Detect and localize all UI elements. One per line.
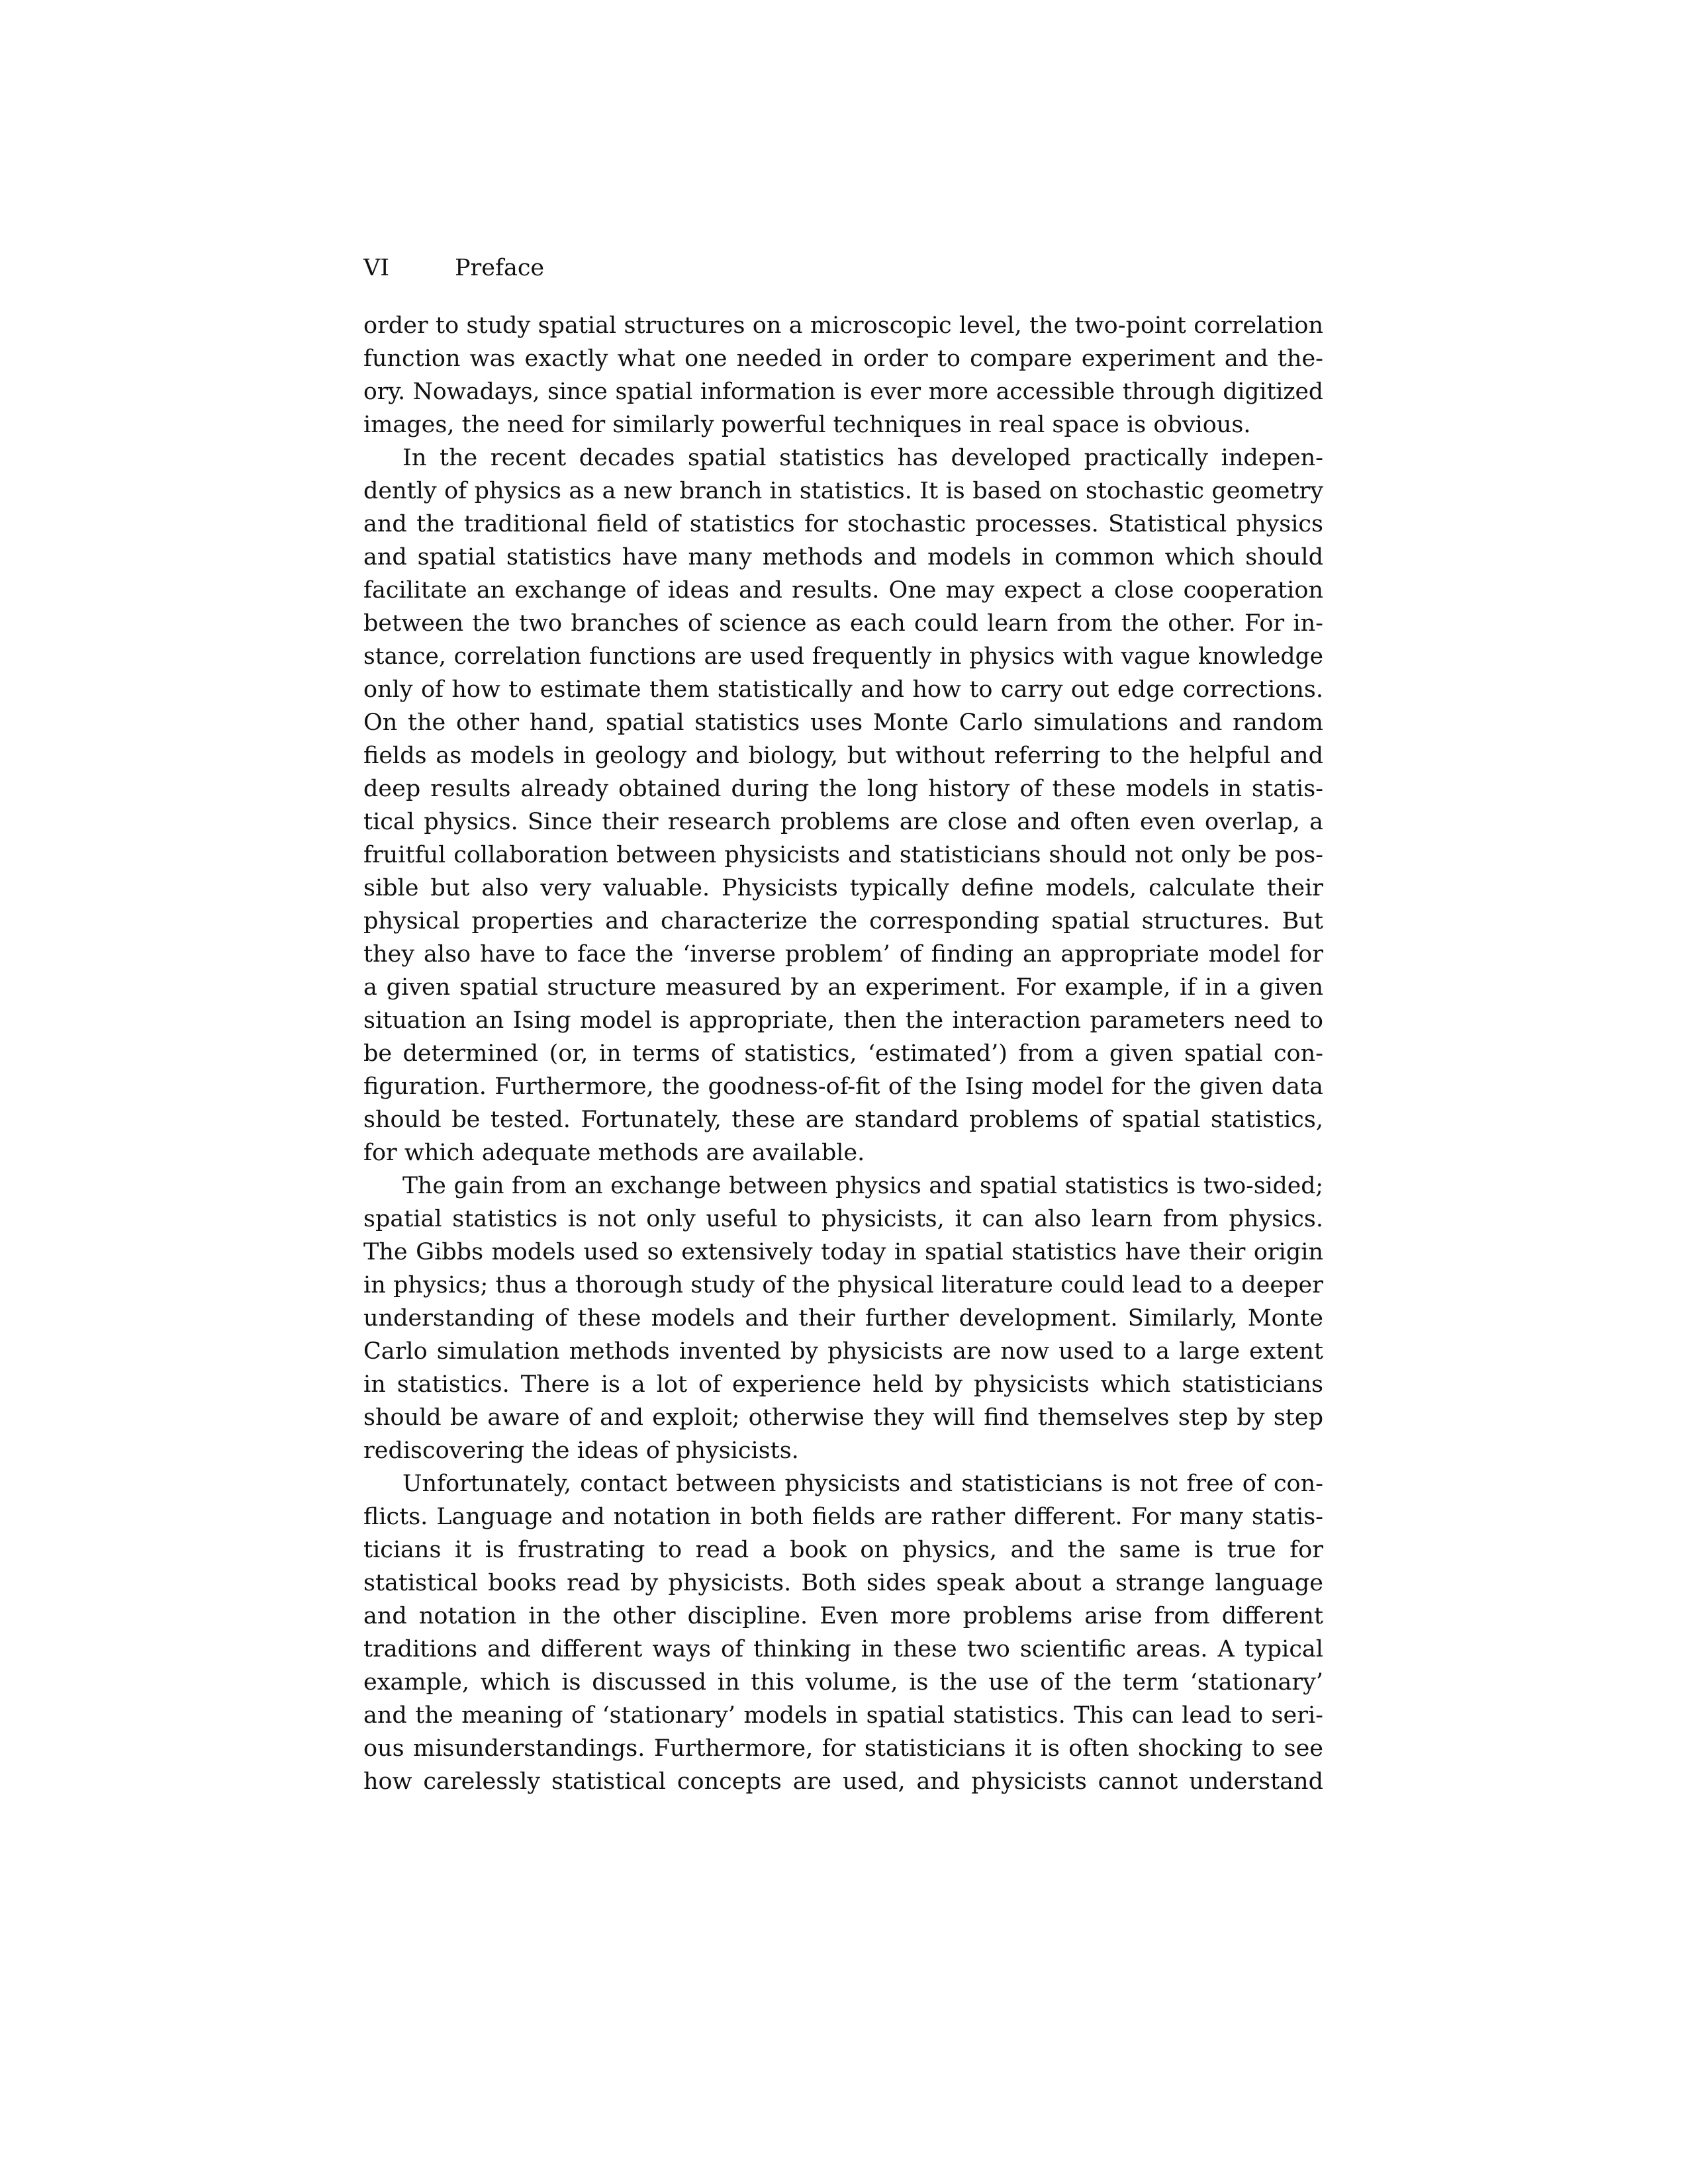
text-line: fields as models in geology and biology, but without referring to the helpful and — [363, 743, 1323, 769]
text-line: rediscovering the ideas of physicists. — [363, 1437, 799, 1464]
text-line: facilitate an exchange of ideas and results. One may expect a close cooperation — [363, 577, 1323, 604]
text-line: sible but also very valuable. Physicists typically define models, calculate their — [363, 875, 1323, 901]
text-line: physical properties and characterize the corresponding spatial structures. But — [363, 908, 1323, 934]
text-line: and spatial statistics have many methods and models in common which should — [363, 544, 1323, 570]
text-line: Carlo simulation methods invented by physicists are now used to a large extent — [363, 1338, 1323, 1365]
text-line: deep results already obtained during the long history of these models in statis- — [363, 776, 1323, 802]
text-line: be determined (or, in terms of statistics, ‘estimated’) from a given spatial con- — [363, 1040, 1323, 1067]
text-line: tical physics. Since their research problems are close and often even overlap, a — [363, 809, 1323, 835]
text-line: and the meaning of ‘stationary’ models in spatial statistics. This can lead to seri- — [363, 1702, 1323, 1729]
text-line: only of how to estimate them statistically and how to carry out edge corrections. — [363, 676, 1323, 703]
text-line: they also have to face the ‘inverse problem’ of finding an appropriate model for — [363, 941, 1323, 968]
text-line: The gain from an exchange between physics and spatial statistics is two-sided; — [402, 1173, 1323, 1199]
text-line: flicts. Language and notation in both fields are rather different. For many statis- — [363, 1504, 1323, 1530]
text-line: in statistics. There is a lot of experience held by physicists which statisticians — [363, 1371, 1323, 1398]
section-title: Preface — [455, 255, 545, 281]
text-line: should be tested. Fortunately, these are standard problems of spatial statistics, — [363, 1107, 1323, 1133]
text-line: between the two branches of science as each could learn from the other. For in- — [363, 610, 1323, 637]
text-line: The Gibbs models used so extensively today in spatial statistics have their origin — [363, 1239, 1323, 1265]
text-line: and notation in the other discipline. Even more problems arise from different — [363, 1603, 1323, 1629]
text-line: situation an Ising model is appropriate, then the interaction parameters need to — [363, 1007, 1323, 1034]
text-line: fruitful collaboration between physicists and statisticians should not only be pos- — [363, 842, 1323, 868]
text-line: traditions and different ways of thinking in these two scientific areas. A typical — [363, 1636, 1323, 1662]
body-text — [363, 309, 1323, 1798]
text-line: function was exactly what one needed in order to compare experiment and the- — [363, 345, 1323, 372]
text-line: ous misunderstandings. Furthermore, for statisticians it is often shocking to see — [363, 1735, 1323, 1762]
text-line: should be aware of and exploit; otherwise they will find themselves step by step — [363, 1404, 1323, 1431]
page-number: VI — [363, 255, 390, 281]
text-line: dently of physics as a new branch in statistics. It is based on stochastic geometry — [363, 478, 1323, 504]
text-line: example, which is discussed in this volume, is the use of the term ‘stationary’ — [363, 1669, 1323, 1696]
text-line: On the other hand, spatial statistics uses Monte Carlo simulations and random — [363, 709, 1323, 736]
text-line: ory. Nowadays, since spatial information is ever more accessible through digitized — [363, 379, 1323, 405]
text-line: understanding of these models and their further development. Similarly, Monte — [363, 1305, 1323, 1332]
text-line: images, the need for similarly powerful techniques in real space is obvious. — [363, 412, 1251, 438]
text-line: figuration. Furthermore, the goodness-of-fit of the Ising model for the given data — [363, 1073, 1323, 1100]
text-line: and the traditional field of statistics for stochastic processes. Statistical physics — [363, 511, 1323, 537]
text-line: spatial statistics is not only useful to physicists, it can also learn from physics. — [363, 1206, 1323, 1232]
text-line: ticians it is frustrating to read a book on physics, and the same is true for — [363, 1537, 1323, 1563]
text-line: a given spatial structure measured by an experiment. For example, if in a given — [363, 974, 1323, 1001]
text-line: In the recent decades spatial statistics has developed practically indepen- — [402, 445, 1323, 471]
text-line: Unfortunately, contact between physicists and statisticians is not free of con- — [402, 1471, 1323, 1497]
text-line: order to study spatial structures on a microscopic level, the two-point correlation — [363, 312, 1323, 339]
text-line: how carelessly statistical concepts are used, and physicists cannot understand — [363, 1768, 1323, 1795]
text-line: stance, correlation functions are used frequently in physics with vague knowledge — [363, 643, 1323, 670]
running-head — [363, 251, 1323, 285]
text-line: in physics; thus a thorough study of the physical literature could lead to a deeper — [363, 1272, 1323, 1298]
text-line: statistical books read by physicists. Both sides speak about a strange language — [363, 1570, 1323, 1596]
text-line: for which adequate methods are available. — [363, 1140, 865, 1166]
